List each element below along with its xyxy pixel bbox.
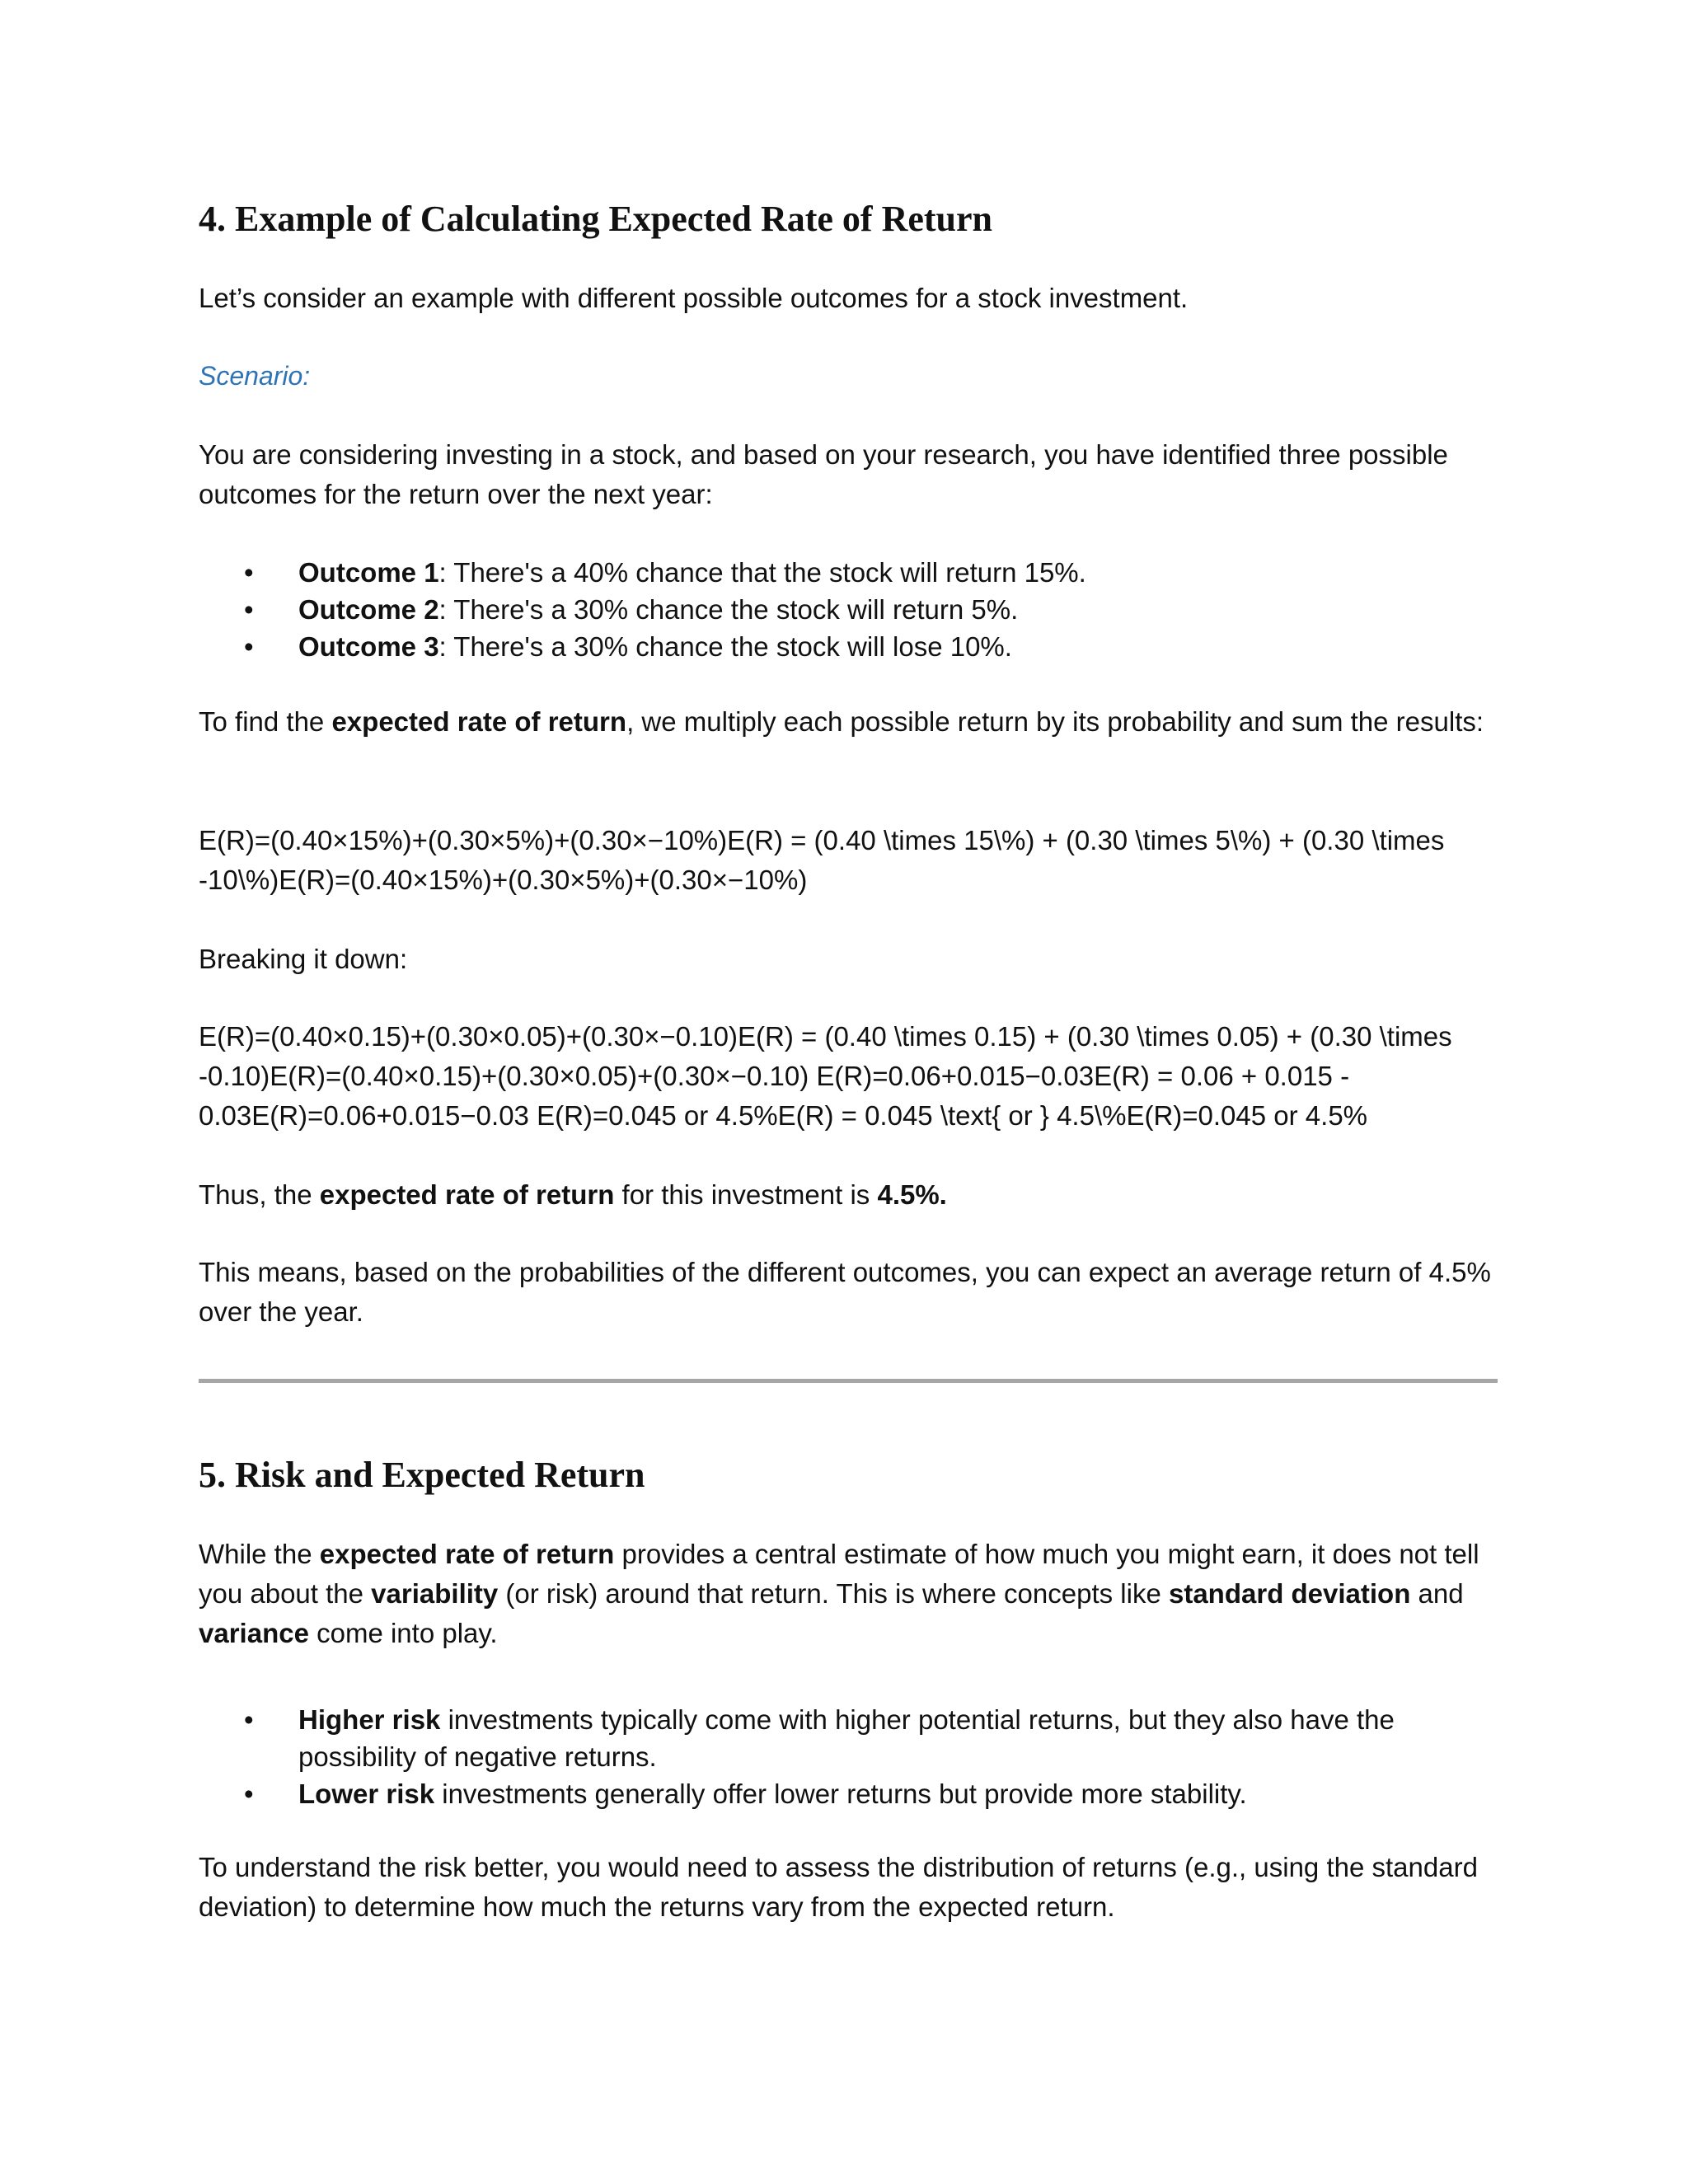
bullet-icon: • [244,557,254,588]
outcome-label: Outcome 3 [298,631,439,662]
list-item [199,591,1496,628]
bold-term: expected rate of return [331,706,627,737]
text-run: provides a central estimate of how much you might earn, it does not tell you about the [199,1539,1479,1609]
text-run: , we multiply each possible return by its probability and sum the results: [626,706,1484,737]
risk-label: Higher risk [298,1704,441,1735]
bold-term: standard deviation [1168,1578,1411,1609]
bullet-icon: • [244,594,254,625]
bullet-icon: • [244,1704,254,1735]
bullet-icon: • [244,631,254,662]
outcomes-list [199,554,1496,665]
text-run: Thus, the [199,1179,320,1210]
text-run: come into play. [308,1618,498,1648]
outcome-label: Outcome 2 [298,594,439,625]
bullet-icon: • [244,1779,254,1809]
result-value: 4.5%. [877,1179,947,1210]
formula-paragraph-1: E(R)=(0.40×15%)+(0.30×5%)+(0.30×−10%)E(R) = (0.40 \times 15\%) + (0.30 \times 5\%) + (0.30 \times -10\%)E(R)=(0.40×15%)+(0.30×5%)+(0.30×−10%) [199,825,1445,895]
method-paragraph [199,702,1496,742]
outcome-text: : There's a 30% chance the stock will return 5%. [438,594,1019,625]
list-item [199,1701,1496,1775]
closing-paragraph: To understand the risk better, you would need to assess the distribution of returns (e.g., using the standard deviation) to determine how much the returns vary from the expected return. [199,1852,1478,1922]
bold-term: expected rate of return [319,1179,615,1210]
bold-term: variability [371,1578,499,1609]
outcome-label: Outcome 1 [298,557,439,588]
bold-term: expected rate of return [319,1539,615,1569]
risk-list [199,1701,1496,1812]
text-run: To find the [199,706,332,737]
list-item [199,1775,1496,1812]
meaning-paragraph: This means, based on the probabilities of the different outcomes, you can expect an average return of 4.5% over the year. [199,1257,1491,1327]
risk-text: investments generally offer lower returns but provide more stability. [434,1779,1247,1809]
text-run: for this investment is [614,1179,878,1210]
list-item [199,554,1496,591]
outcome-text: : There's a 30% chance the stock will lose 10%. [438,631,1012,662]
scenario-paragraph: You are considering investing in a stock, and based on your research, you have identified three possible outcomes for the return over the next year: [199,439,1448,509]
intro-paragraph: Let’s consider an example with different possible outcomes for a stock investment. [199,283,1189,313]
bold-term: variance [199,1618,309,1648]
formula-paragraph-2: E(R)=(0.40×0.15)+(0.30×0.05)+(0.30×−0.10)E(R) = (0.40 \times 0.15) + (0.30 \times 0.05) + (0.30 \times -0.10)E(R)=(0.40×0.15)+(0.30×0.05)+(0.30×−0.10) E(R)=0.06+0.015−0.03E(R) = 0.06 + 0.015 - 0.03E(R)=0.06+0.015−0.03 E(R)=0.045 or 4.5%E(R) = 0.045 \text{ or } 4.5\%E(R)=0.045 or 4.5% [199,1021,1452,1131]
outcome-text: : There's a 40% chance that the stock will return 15%. [438,557,1086,588]
risk-text: investments typically come with higher potential returns, but they also have the possibility of negative returns. [298,1704,1395,1772]
breaking-down-label: Breaking it down: [199,944,408,974]
text-run: (or risk) around that return. This is where concepts like [498,1578,1169,1609]
text-run: While the [199,1539,320,1569]
scenario-label: Scenario: [199,361,311,391]
risk-label: Lower risk [298,1779,435,1809]
text-run: and [1410,1578,1464,1609]
section-5-heading: 5. Risk and Expected Return [199,1455,645,1495]
section-4-heading: 4. Example of Calculating Expected Rate of Return [199,199,993,239]
section-divider [199,1379,1498,1383]
list-item [199,628,1496,665]
risk-paragraph [199,1535,1496,1653]
result-paragraph [199,1175,1496,1215]
